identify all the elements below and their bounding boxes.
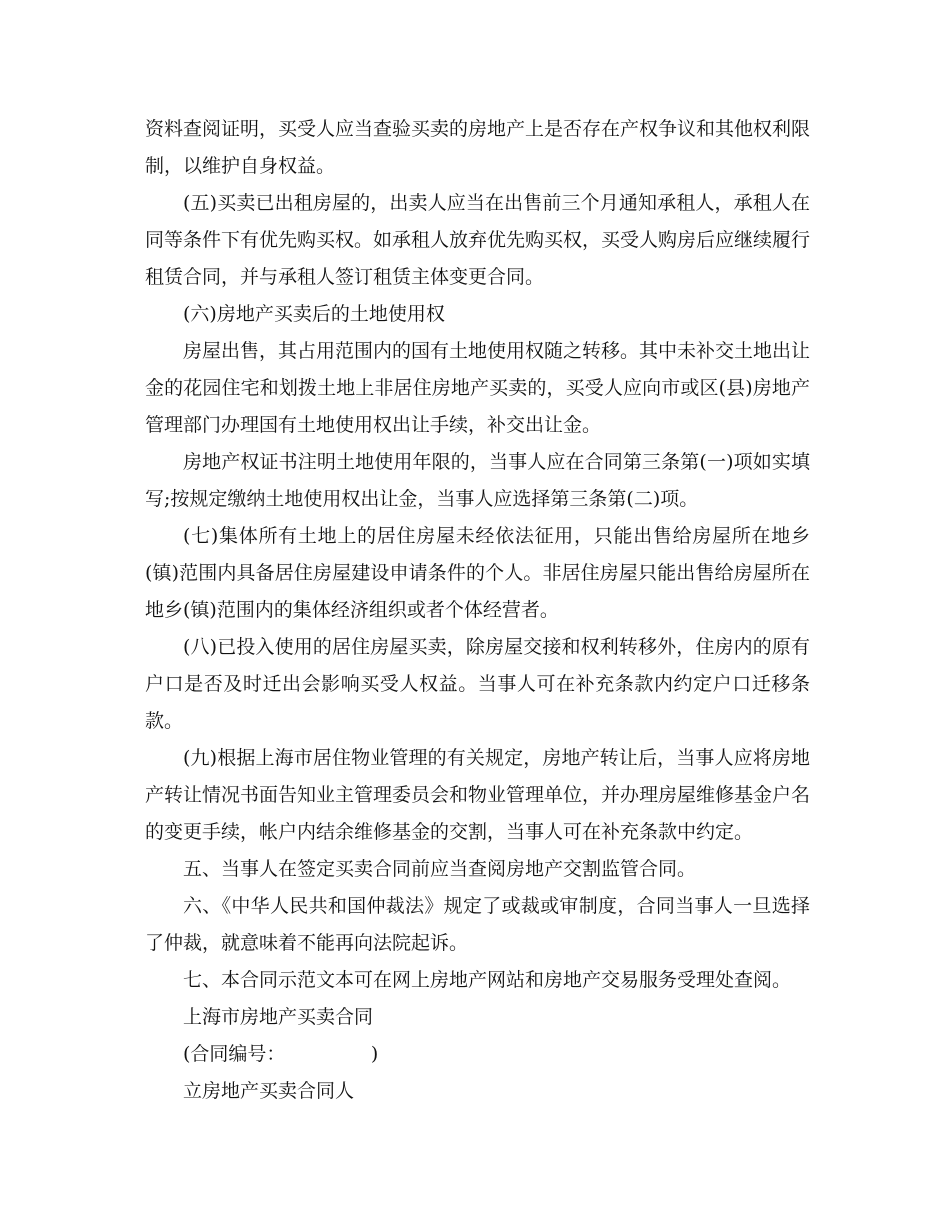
document-body [145, 111, 810, 1110]
paragraph-item-5-leased-house: (五)买卖已出租房屋的，出卖人应当在出售前三个月通知承租人，承租人在同等条件下有优先购买权。如承租人放弃优先购买权，买受人购房后应继续履行租赁合同，并与承租人签订租赁主体变更合同。 [145, 192, 811, 288]
contract-parties-heading: 立房地产买卖合同人 [183, 1080, 355, 1102]
paragraph-section-7: 七、本合同示范文本可在网上房地产网站和房地产交易服务受理处查阅。 [183, 969, 792, 991]
paragraph-land-use-transfer: 房屋出售，其占用范围内的国有土地使用权随之转移。其中未补交土地出让金的花园住宅和划拨土地上非居住房地产买卖的，买受人应向市或区(县)房地产管理部门办理国有土地使用权出让手续，补交出让金。 [145, 340, 811, 436]
paragraph-item-6-heading: (六)房地产买卖后的土地使用权 [183, 303, 445, 325]
paragraph-section-5: 五、当事人在签定买卖合同前应当查阅房地产交割监管合同。 [183, 858, 697, 880]
paragraph-records-check: 资料查阅证明，买受人应当查验买卖的房地产上是否存在产权争议和其他权利限制，以维护自身权益。 [145, 118, 811, 177]
contract-number-line: (合同编号： ) [183, 1043, 379, 1065]
paragraph-item-9-property-management: (九)根据上海市居住物业管理的有关规定，房地产转让后，当事人应将房地产转让情况书面告知业主管理委员会和物业管理单位，并办理房屋维修基金户名的变更手续，帐户内结余维修基金的交割，当事人可在补充条款中约定。 [145, 747, 811, 843]
paragraph-item-7-collective-land: (七)集体所有土地上的居住房屋未经依法征用，只能出售给房屋所在地乡(镇)范围内具备居住房屋建设申请条件的个人。非居住房屋只能出售给房屋所在地乡(镇)范围内的集体经济组织或者个体经营者。 [145, 525, 810, 621]
paragraph-item-8-household-registration: (八)已投入使用的居住房屋买卖，除房屋交接和权利转移外，住房内的原有户口是否及时迁出会影响买受人权益。当事人可在补充条款内约定户口迁移条款。 [145, 636, 810, 732]
paragraph-section-6-arbitration: 六、《中华人民共和国仲裁法》规定了或裁或审制度，合同当事人一旦选择了仲裁，就意味着不能再向法院起诉。 [145, 895, 810, 954]
paragraph-land-use-term: 房地产权证书注明土地使用年限的，当事人应在合同第三条第(一)项如实填写;按规定缴纳土地使用权出让金，当事人应选择第三条第(二)项。 [145, 451, 810, 510]
contract-title: 上海市房地产买卖合同 [183, 1006, 374, 1028]
